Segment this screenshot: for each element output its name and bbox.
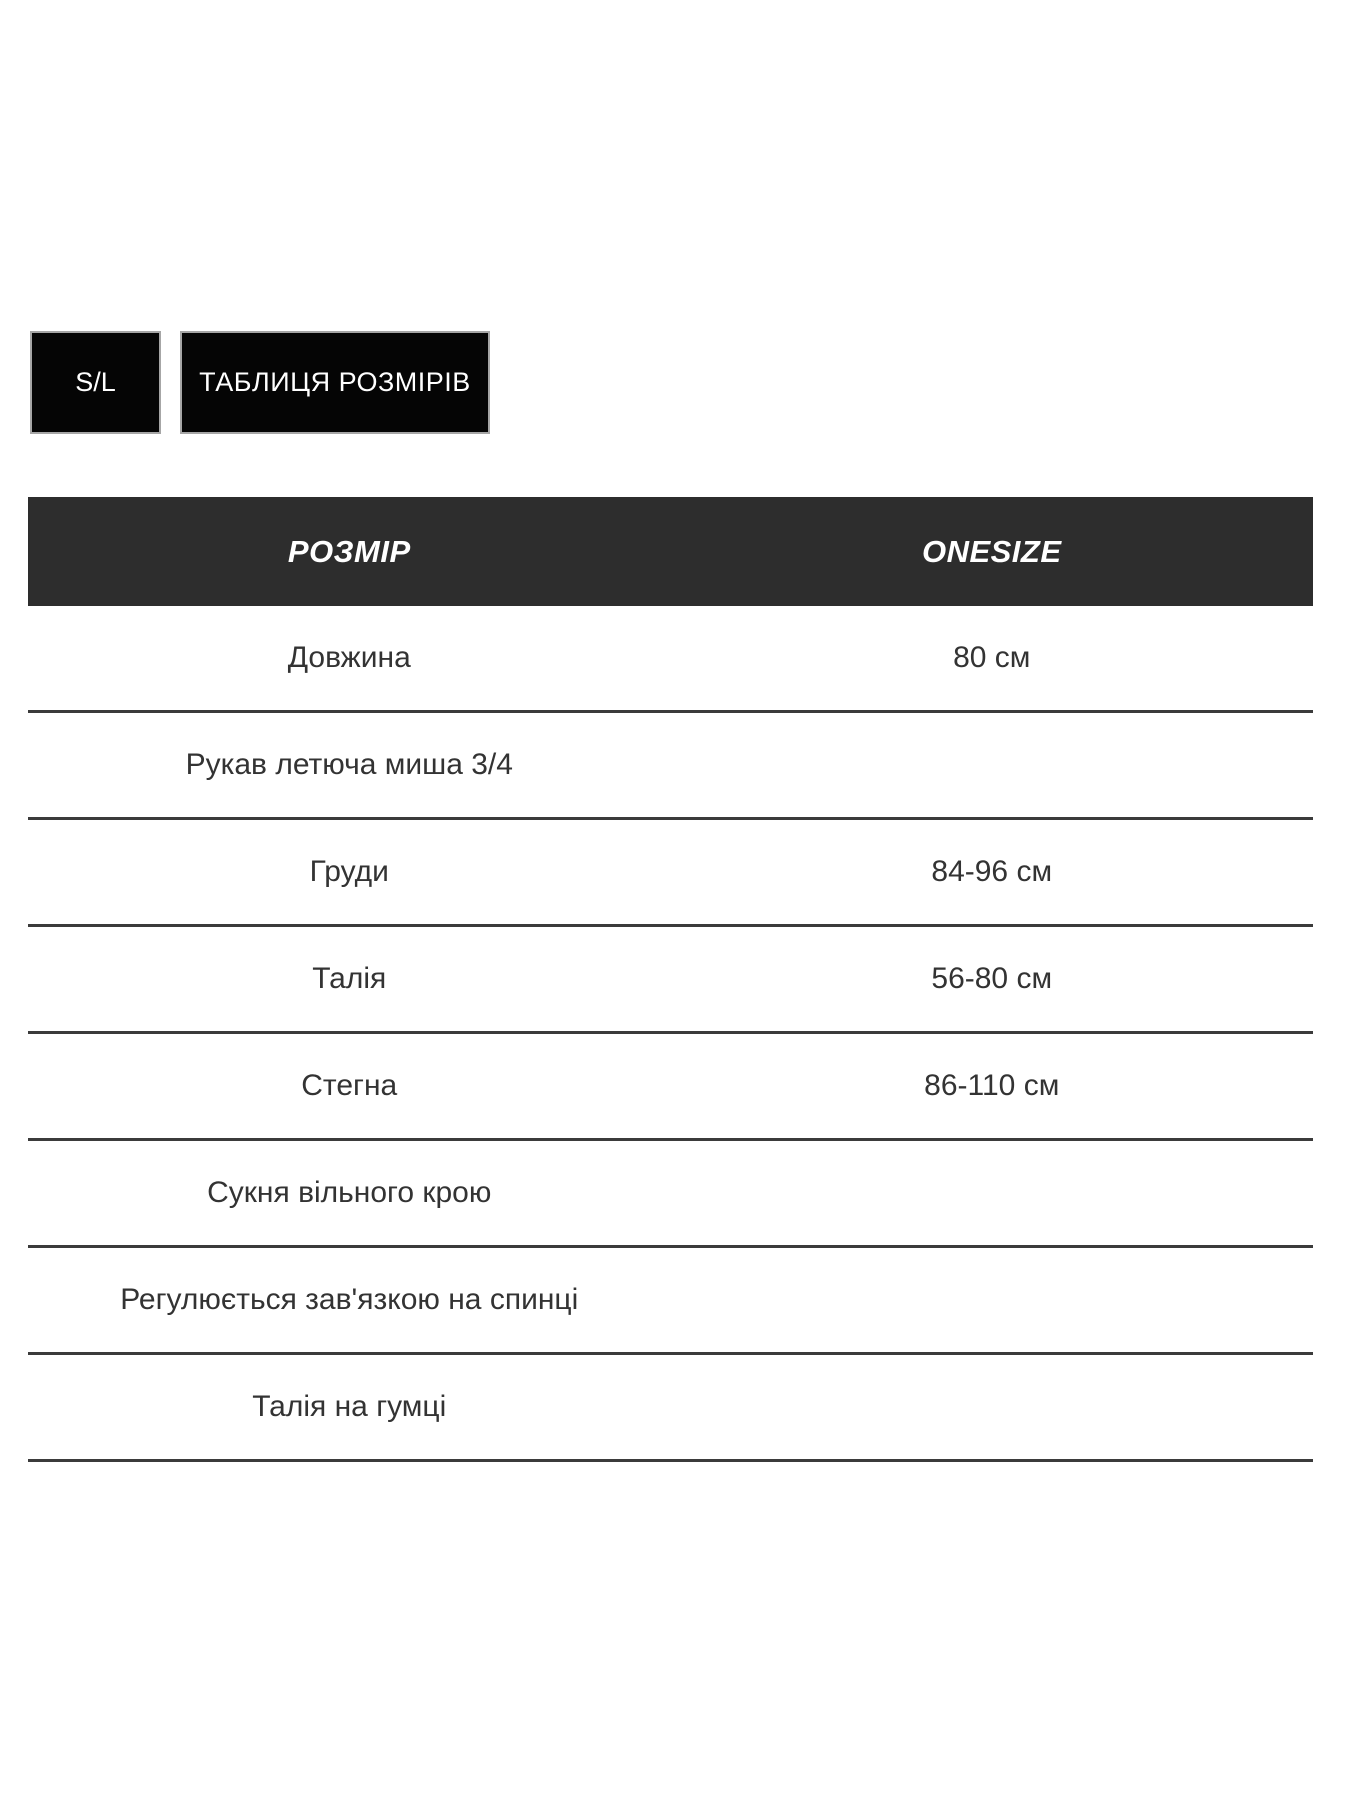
size-table-header-parameter: РОЗМІР: [287, 533, 411, 569]
table-row: [28, 713, 1313, 820]
row-value: [671, 713, 1314, 817]
row-value: [671, 1141, 1314, 1245]
row-label: Стегна: [301, 1069, 398, 1102]
table-row: [28, 1355, 1313, 1462]
table-row: [28, 927, 1313, 1034]
table-row: [28, 1248, 1313, 1355]
table-row: [28, 606, 1313, 713]
table-row: [28, 1141, 1313, 1248]
row-label: Довжина: [287, 641, 411, 674]
row-label: Талія: [312, 962, 387, 995]
row-value: 56-80 см: [931, 962, 1053, 995]
row-value: 80 см: [953, 641, 1031, 674]
size-table: [28, 497, 1313, 1462]
row-value: 84-96 см: [931, 855, 1053, 888]
row-label: Талія на гумці: [252, 1390, 447, 1423]
size-table-header: [28, 497, 1313, 606]
row-label: Груди: [309, 855, 389, 888]
size-table-header-onesize: ONESIZE: [921, 533, 1062, 569]
size-option-button[interactable]: S/L: [30, 331, 161, 434]
row-value: 86-110 см: [924, 1069, 1060, 1102]
size-chart-button[interactable]: ТАБЛИЦЯ РОЗМІРІВ: [180, 331, 490, 434]
table-row: [28, 820, 1313, 927]
table-row: [28, 1034, 1313, 1141]
row-label: Рукав летюча миша 3/4: [185, 748, 513, 781]
row-value: [671, 1248, 1314, 1352]
row-value: [671, 1355, 1314, 1459]
row-label: Регулюється зав'язкою на спинці: [120, 1283, 579, 1316]
row-label: Сукня вільного крою: [207, 1176, 492, 1209]
